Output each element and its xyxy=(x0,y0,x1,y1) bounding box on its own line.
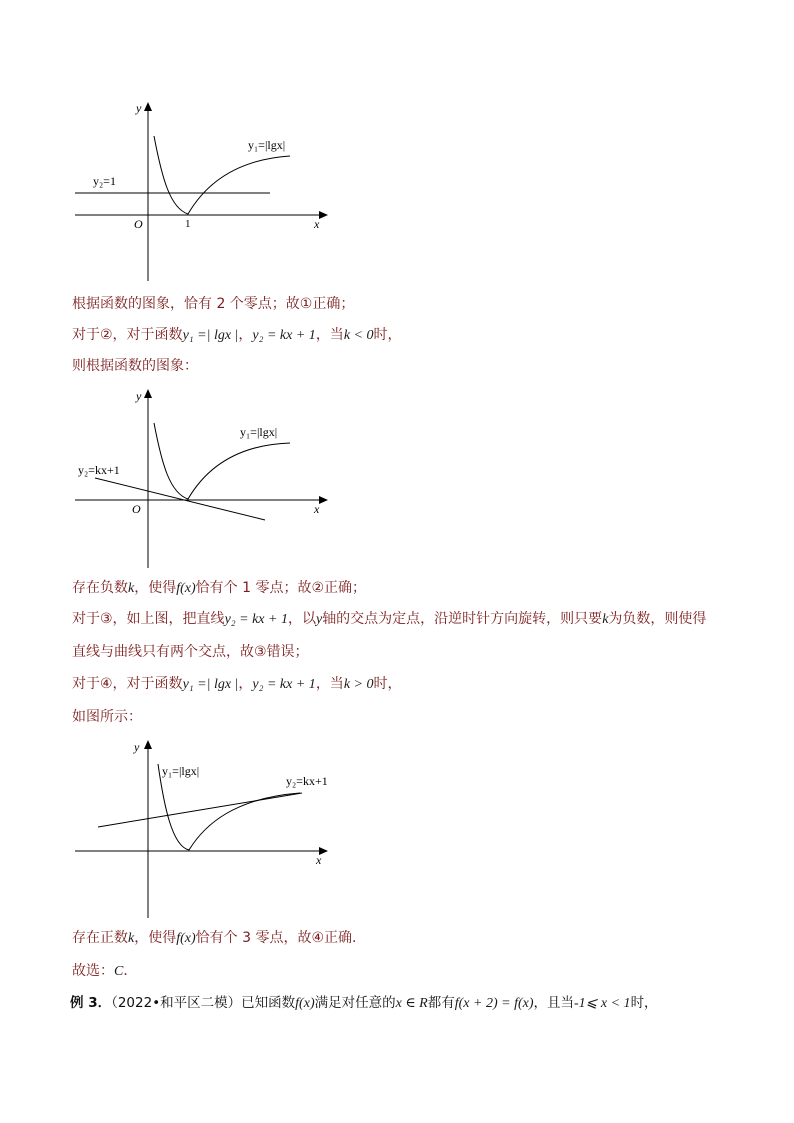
y-axis-arrow-icon xyxy=(144,389,152,398)
text-line-1 xyxy=(72,295,354,313)
line-11-e: 时， xyxy=(630,995,658,1011)
figure-3 xyxy=(70,736,360,921)
line-2-sep: ， xyxy=(238,327,253,343)
line-4-b: ，使得 xyxy=(134,580,177,596)
line-10-answer: C xyxy=(114,964,124,979)
origin-label: O xyxy=(134,217,143,231)
line-3-text: 则根据函数的图象： xyxy=(72,358,198,374)
text-line-3 xyxy=(72,357,198,375)
line-y2 xyxy=(98,793,302,827)
curve-label: y₁=|lgx| xyxy=(162,764,200,778)
line-10-a: 故选： xyxy=(72,963,114,979)
line-label: y₂=1 xyxy=(93,174,116,188)
figure-1 xyxy=(70,98,350,283)
line-1-text: 根据函数的图象，恰有 2 个零点；故①正确； xyxy=(72,296,355,312)
figure-3-graph xyxy=(70,736,360,921)
example-label: 例 3． xyxy=(70,995,112,1011)
line-4-c: 恰有个 1 零点；故②正确； xyxy=(195,580,367,596)
text-line-10 xyxy=(72,962,137,981)
line-label: y₂=kx+1 xyxy=(78,463,120,477)
line-2-formula-1: y₁ =| lgx | xyxy=(182,328,239,343)
line-7-sep: ， xyxy=(238,676,253,692)
line-11-fx: f(x) xyxy=(295,996,315,1011)
text-line-7 xyxy=(72,675,401,694)
line-2-condition: k < 0 xyxy=(343,328,374,343)
line-4-fx: f(x) xyxy=(176,581,196,596)
figure-1-graph xyxy=(70,98,350,283)
tick-one-label: 1 xyxy=(185,218,191,230)
text-line-6 xyxy=(72,643,309,661)
line-11-eq: f(x + 2) = f(x) xyxy=(454,996,534,1011)
line-label: y₂=kx+1 xyxy=(286,774,328,788)
line-2-a: 对于②，对于函数 xyxy=(72,327,183,343)
origin-label: O xyxy=(132,502,141,516)
line-7-formula-2: y₂ = kx + 1 xyxy=(252,677,316,692)
line-11-range: -1⩽ x < 1 xyxy=(574,996,631,1011)
curve-label: y₁=|lgx| xyxy=(240,425,278,439)
text-line-2 xyxy=(72,326,401,345)
line-5-b: ，以 xyxy=(287,611,316,627)
axis-x-label: x xyxy=(314,502,320,516)
line-8-text: 如图所示： xyxy=(72,709,142,725)
line-2-formula-2: y₂ = kx + 1 xyxy=(252,328,316,343)
line-11-c: 都有 xyxy=(427,995,455,1011)
text-line-8 xyxy=(72,708,142,726)
line-11-b: 满足对任意的 xyxy=(314,995,396,1011)
text-line-4 xyxy=(72,579,366,598)
line-9-c: 恰有个 3 零点，故④正确. xyxy=(195,930,357,946)
line-10-b: ． xyxy=(123,963,138,979)
axis-y-label: y xyxy=(136,101,142,115)
line-11-condition: x ∈ R xyxy=(395,996,428,1011)
line-6-text: 直线与曲线只有两个交点，故③错误； xyxy=(72,644,309,660)
text-line-9 xyxy=(72,929,356,948)
axis-x-label: x xyxy=(316,853,322,867)
axis-y-label: y xyxy=(136,389,142,403)
line-5-eq: y₂ = kx + 1 xyxy=(224,612,288,627)
line-7-a: 对于④，对于函数 xyxy=(72,676,183,692)
line-11-a: （2022•和平区二模）已知函数 xyxy=(111,995,296,1011)
line-9-b: ，使得 xyxy=(134,930,177,946)
line-4-k: k xyxy=(128,581,135,596)
line-7-b: ，当 xyxy=(315,676,344,692)
line-7-condition: k > 0 xyxy=(343,677,374,692)
axis-x-label: x xyxy=(314,217,320,231)
text-line-5 xyxy=(72,610,706,629)
line-4-a: 存在负数 xyxy=(72,580,128,596)
line-5-k: k xyxy=(602,612,609,627)
x-axis-arrow-icon xyxy=(319,496,328,504)
line-y2 xyxy=(95,478,265,520)
line-5-c: 轴的交点为定点，沿逆时针方向旋转，则只要 xyxy=(322,611,603,627)
line-9-k: k xyxy=(128,931,135,946)
line-11-d: ，且当 xyxy=(533,995,574,1011)
line-2-c: 时， xyxy=(373,327,402,343)
curve-label: y₁=|lgx| xyxy=(248,138,286,152)
line-2-b: ，当 xyxy=(315,327,344,343)
line-9-a: 存在正数 xyxy=(72,930,128,946)
line-5-a: 对于③，如上图，把直线 xyxy=(72,611,225,627)
y-axis-arrow-icon xyxy=(144,740,152,749)
line-5-d: 为负数，则使得 xyxy=(608,611,707,627)
line-9-fx: f(x) xyxy=(176,931,196,946)
line-7-c: 时， xyxy=(373,676,402,692)
axis-y-label: y xyxy=(134,740,140,754)
line-7-formula-1: y₁ =| lgx | xyxy=(182,677,239,692)
figure-2 xyxy=(70,385,350,570)
y-axis-arrow-icon xyxy=(144,102,152,111)
figure-2-graph xyxy=(70,385,350,570)
line-5-y: y xyxy=(315,612,323,627)
text-line-11 xyxy=(70,994,658,1013)
x-axis-arrow-icon xyxy=(319,211,328,219)
